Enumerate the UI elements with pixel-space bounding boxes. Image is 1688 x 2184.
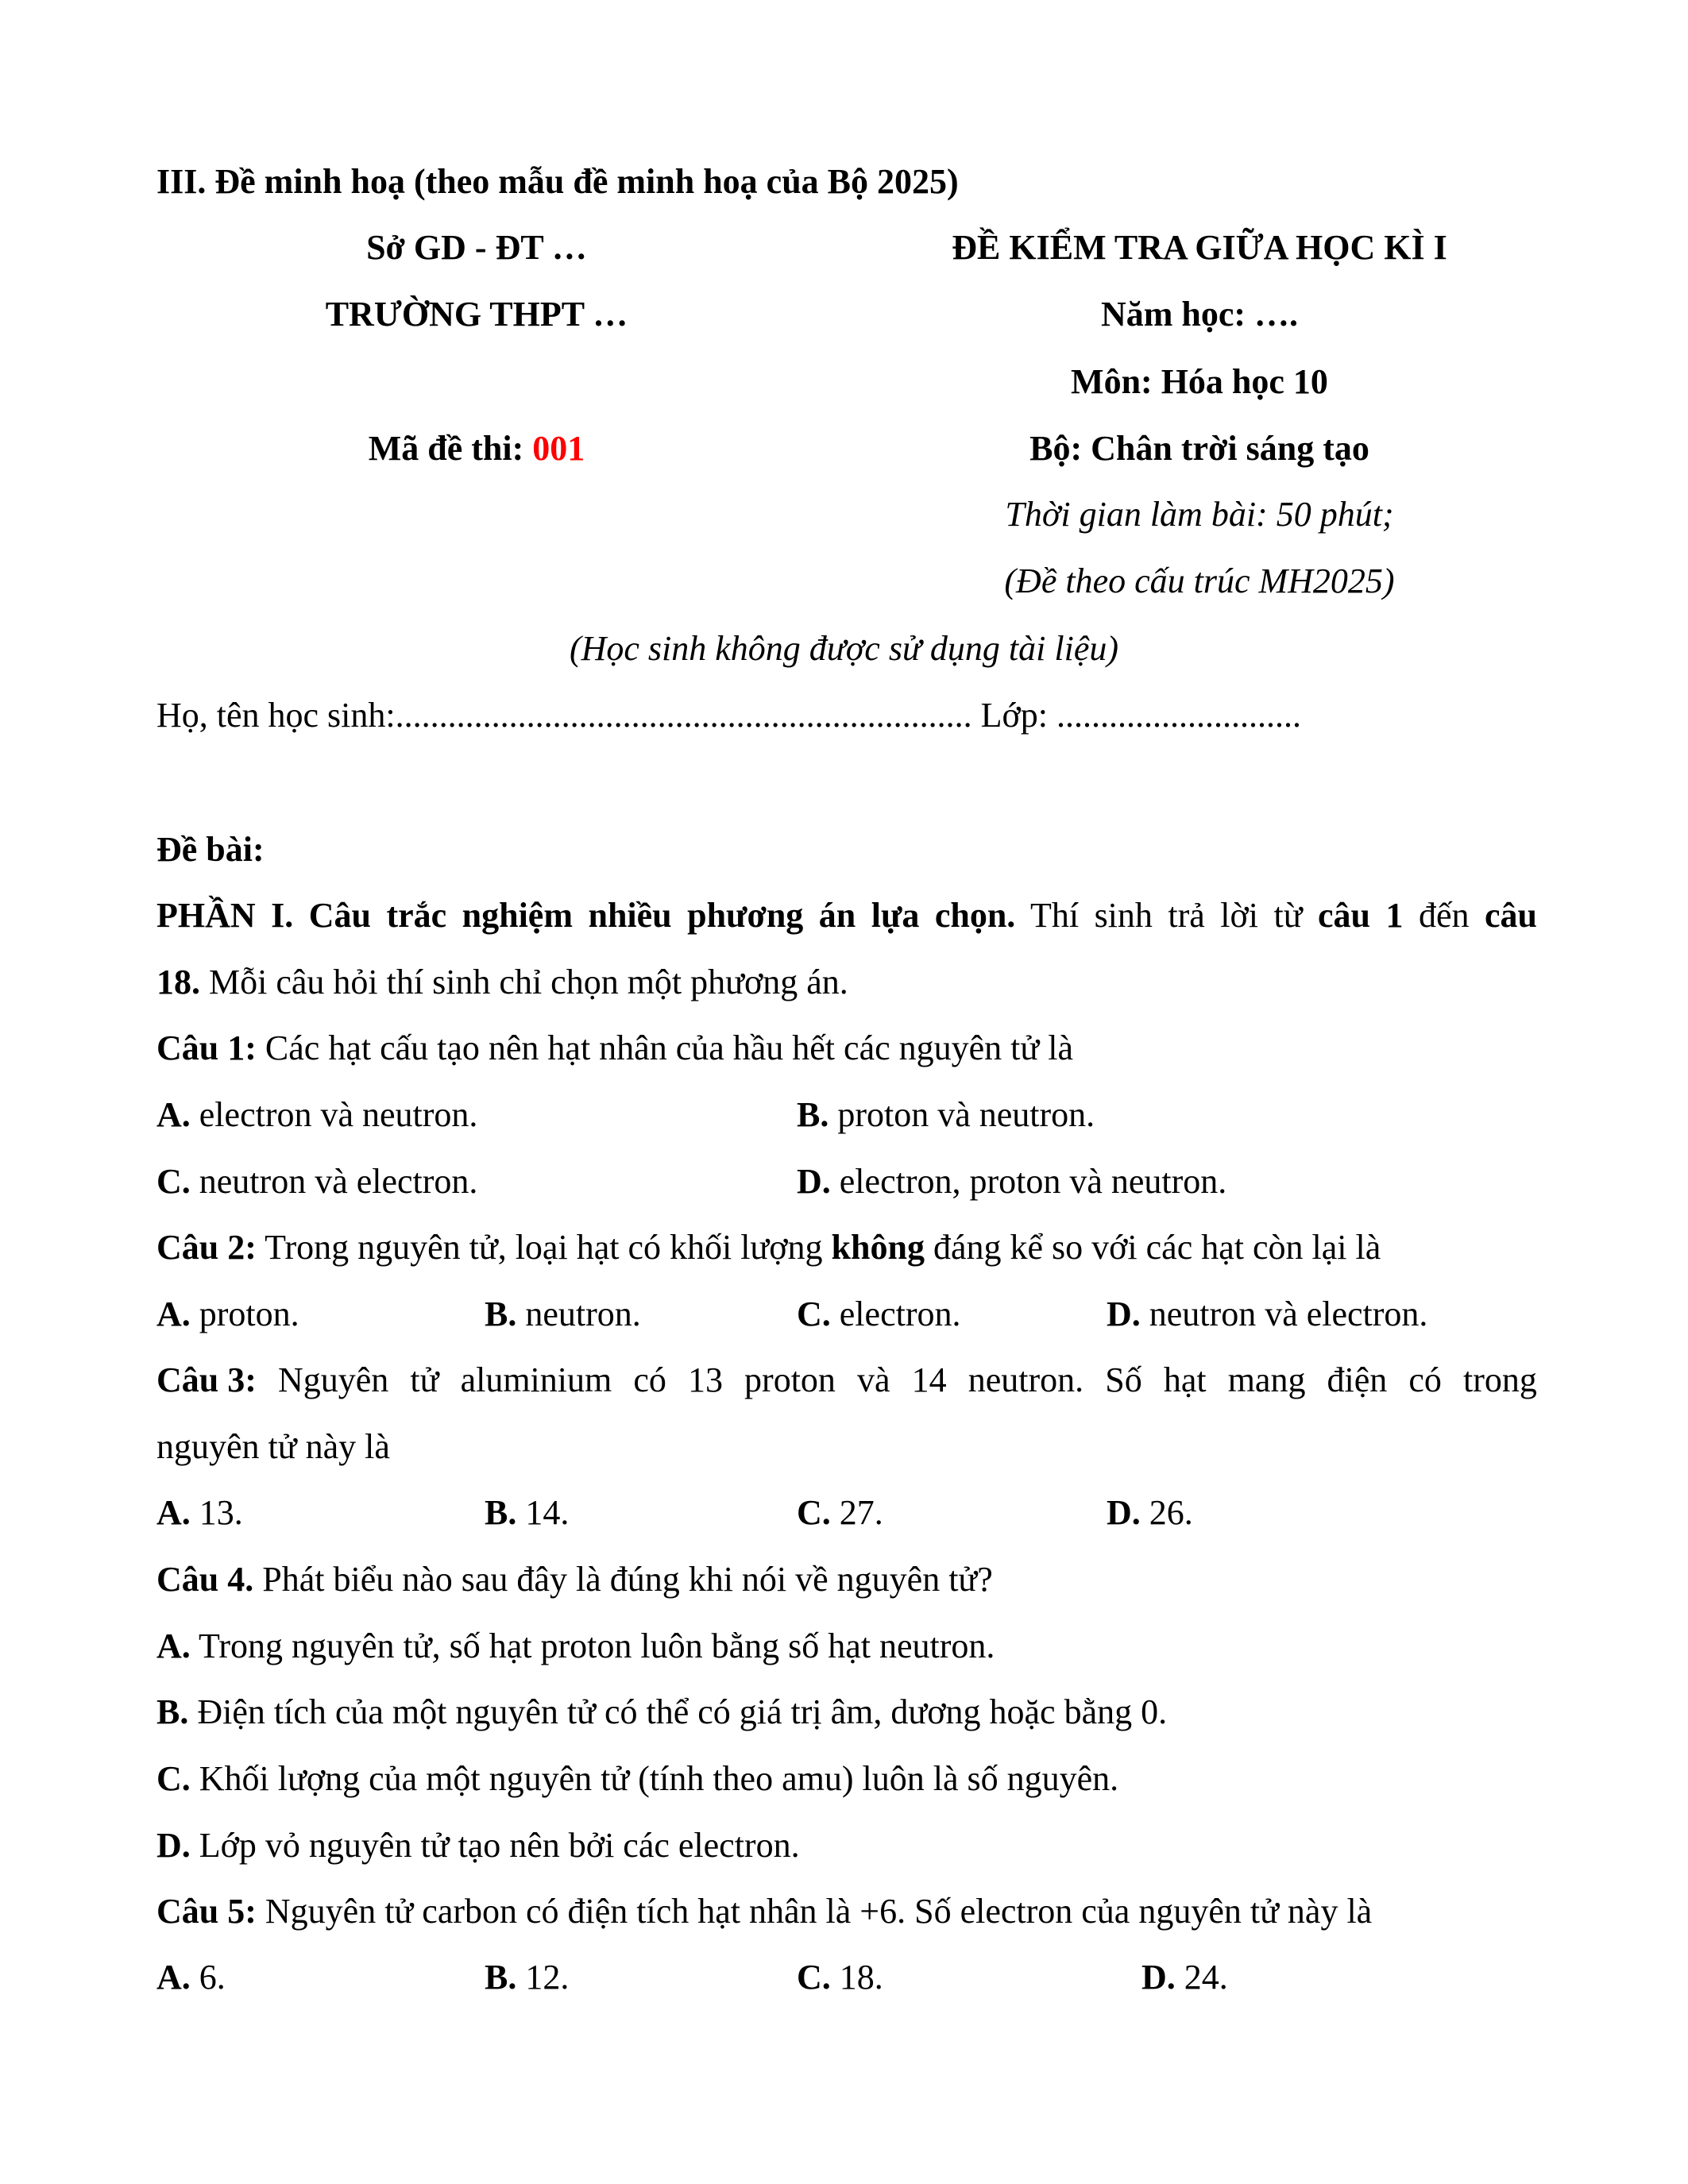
option-text: electron.: [839, 1295, 961, 1333]
option-text: 24.: [1184, 1958, 1228, 1997]
option-text: neutron.: [525, 1295, 641, 1333]
option-text: Trong nguyên tử, số hạt proton luôn bằng số hạt neutron.: [199, 1626, 995, 1665]
option-key: B.: [797, 1095, 829, 1134]
question-text: Nguyên tử carbon có điện tích hạt nhân là +6. Số electron của nguyên tử này là: [265, 1892, 1373, 1931]
part1-instruction-line2: [156, 965, 848, 1000]
question-3-option-b[interactable]: [485, 1495, 569, 1530]
question-word: mang: [1227, 1360, 1306, 1399]
question-text: đáng kể so với các hạt còn lại là: [933, 1228, 1381, 1267]
option-key: B.: [485, 1958, 517, 1997]
question-3-continued: nguyên tử này là: [156, 1427, 390, 1466]
question-5-option-b[interactable]: [485, 1960, 569, 1995]
part1-instr-rule: Mỗi câu hỏi thí sinh chỉ chọn một phương án.: [209, 963, 848, 1001]
question-word: neutron.: [968, 1360, 1084, 1399]
question-word: Số: [1105, 1360, 1142, 1399]
part1-instr-to: câu: [1485, 896, 1538, 935]
question-label: Câu 5:: [156, 1892, 257, 1931]
question-word: Nguyên: [278, 1360, 389, 1399]
option-text: electron, proton và neutron.: [839, 1162, 1227, 1201]
student-info-line: [156, 698, 1301, 733]
option-text: 14.: [525, 1493, 570, 1532]
question-1-option-b[interactable]: [797, 1095, 1095, 1134]
part1-instruction-line1: [156, 898, 1537, 933]
question-1: [156, 1028, 1073, 1067]
no-materials-note: (Học sinh không được sử dụng tài liệu): [569, 629, 1119, 668]
student-name-field: Họ, tên học sinh:..................................................................: [156, 696, 972, 735]
question-word: điện: [1327, 1360, 1388, 1399]
part1-title: PHẦN I. Câu trắc nghiệm nhiều phương án lựa chọn.: [156, 896, 1016, 935]
question-4-option-d[interactable]: [156, 1828, 800, 1863]
question-2-option-b[interactable]: [485, 1297, 641, 1332]
question-word: aluminium: [460, 1360, 612, 1399]
question-word: 14: [911, 1360, 947, 1399]
option-key: A.: [156, 1958, 191, 1997]
question-label: Câu 3:: [156, 1360, 257, 1399]
question-4-option-c[interactable]: [156, 1761, 1118, 1796]
option-key: C.: [156, 1162, 191, 1201]
option-text: 27.: [839, 1493, 883, 1532]
question-1-option-a[interactable]: [156, 1095, 478, 1134]
option-text: neutron và electron.: [199, 1162, 478, 1201]
option-key: C.: [156, 1759, 191, 1798]
question-5-option-d[interactable]: [1141, 1960, 1228, 1995]
option-key: C.: [797, 1295, 831, 1333]
question-word: có: [1408, 1360, 1442, 1399]
exam-structure: (Đề theo cấu trúc MH2025): [1004, 561, 1395, 600]
question-word: 13: [687, 1360, 723, 1399]
question-word: proton: [744, 1360, 836, 1399]
question-word: và: [857, 1360, 890, 1399]
option-key: B.: [485, 1295, 517, 1333]
option-key: C.: [797, 1493, 831, 1532]
option-key: D.: [1141, 1958, 1176, 1997]
question-3: [156, 1360, 1537, 1399]
question-word: hạt: [1163, 1360, 1207, 1399]
option-key: C.: [797, 1958, 831, 1997]
part1-instr-text: Thí sinh trả lời từ: [1029, 896, 1303, 935]
question-1-option-d[interactable]: [797, 1164, 1226, 1199]
option-text: electron và neutron.: [199, 1095, 478, 1134]
question-label: Câu 4.: [156, 1560, 254, 1599]
question-word: trong: [1463, 1360, 1537, 1399]
subject: Môn: Hóa học 10: [1071, 362, 1328, 401]
option-text: 26.: [1149, 1493, 1193, 1532]
question-5: [156, 1894, 1372, 1929]
option-text: Khối lượng của một nguyên tử (tính theo amu) luôn là số nguyên.: [199, 1759, 1119, 1798]
question-3-option-d[interactable]: [1107, 1495, 1193, 1530]
student-class-field: Lớp: ............................: [980, 696, 1302, 735]
option-text: 18.: [839, 1958, 883, 1997]
school-year: Năm học: ….: [1100, 295, 1299, 334]
option-key: A.: [156, 1626, 191, 1665]
exam-title: ĐỀ KIỂM TRA GIỮA HỌC KÌ I: [952, 228, 1447, 267]
department-name: Sở GD - ĐT …: [366, 228, 587, 267]
question-text: Các hạt cấu tạo nên hạt nhân của hầu hết các nguyên tử là: [265, 1028, 1073, 1067]
book-series: Bộ: Chân trời sáng tạo: [1029, 429, 1369, 468]
part1-instr-number: 18.: [156, 963, 200, 1001]
question-4-option-a[interactable]: [156, 1626, 995, 1665]
option-key: A.: [156, 1295, 191, 1333]
question-5-option-a[interactable]: [156, 1960, 226, 1995]
question-word: tử: [410, 1360, 439, 1399]
option-text: 13.: [199, 1493, 243, 1532]
exam-code-value: 001: [532, 429, 585, 468]
option-key: D.: [156, 1826, 191, 1865]
duration: Thời gian làm bài: 50 phút;: [1005, 495, 1394, 534]
option-key: B.: [156, 1692, 189, 1731]
school-name: TRƯỜNG THPT …: [325, 295, 628, 334]
option-key: D.: [1107, 1295, 1141, 1333]
question-text: Phát biểu nào sau đây là đúng khi nói về nguyên tử?: [262, 1560, 993, 1599]
option-key: D.: [797, 1162, 831, 1201]
question-2-option-d[interactable]: [1107, 1297, 1427, 1332]
question-1-option-c[interactable]: [156, 1164, 477, 1199]
question-5-option-c[interactable]: [797, 1960, 883, 1995]
option-text: proton.: [199, 1295, 299, 1333]
option-text: Điện tích của một nguyên tử có thể có giá trị âm, dương hoặc bằng 0.: [197, 1692, 1168, 1731]
question-2-option-a[interactable]: [156, 1297, 299, 1332]
question-2-option-c[interactable]: [797, 1297, 960, 1332]
question-3-option-c[interactable]: [797, 1495, 883, 1530]
option-text: 12.: [525, 1958, 570, 1997]
question-text: Trong nguyên tử, loại hạt có khối lượng: [265, 1228, 823, 1267]
option-text: 6.: [199, 1958, 226, 1997]
question-4: [156, 1562, 993, 1597]
question-label: Câu 1:: [156, 1028, 257, 1067]
question-emphasis: không: [831, 1228, 925, 1267]
option-key: A.: [156, 1493, 191, 1532]
section-title: III. Đề minh hoạ (theo mẫu đề minh hoạ của Bộ 2025): [156, 162, 959, 201]
question-2: [156, 1230, 1381, 1265]
part1-instr-to-word: đến: [1419, 896, 1470, 935]
option-key: A.: [156, 1095, 191, 1134]
part1-instr-from: câu 1: [1318, 896, 1404, 935]
option-text: proton và neutron.: [837, 1095, 1095, 1134]
option-key: D.: [1107, 1493, 1141, 1532]
option-text: Lớp vỏ nguyên tử tạo nên bởi các electron.: [199, 1826, 800, 1865]
option-text: neutron và electron.: [1149, 1295, 1428, 1333]
exam-code-label: Mã đề thi:: [368, 429, 533, 468]
question-label: Câu 2:: [156, 1228, 257, 1267]
question-4-option-b[interactable]: [156, 1692, 1168, 1731]
option-key: B.: [485, 1493, 517, 1532]
exam-code: [159, 431, 794, 466]
section-heading: Đề bài:: [156, 830, 265, 869]
question-3-option-a[interactable]: [156, 1495, 243, 1530]
question-word: có: [633, 1360, 666, 1399]
